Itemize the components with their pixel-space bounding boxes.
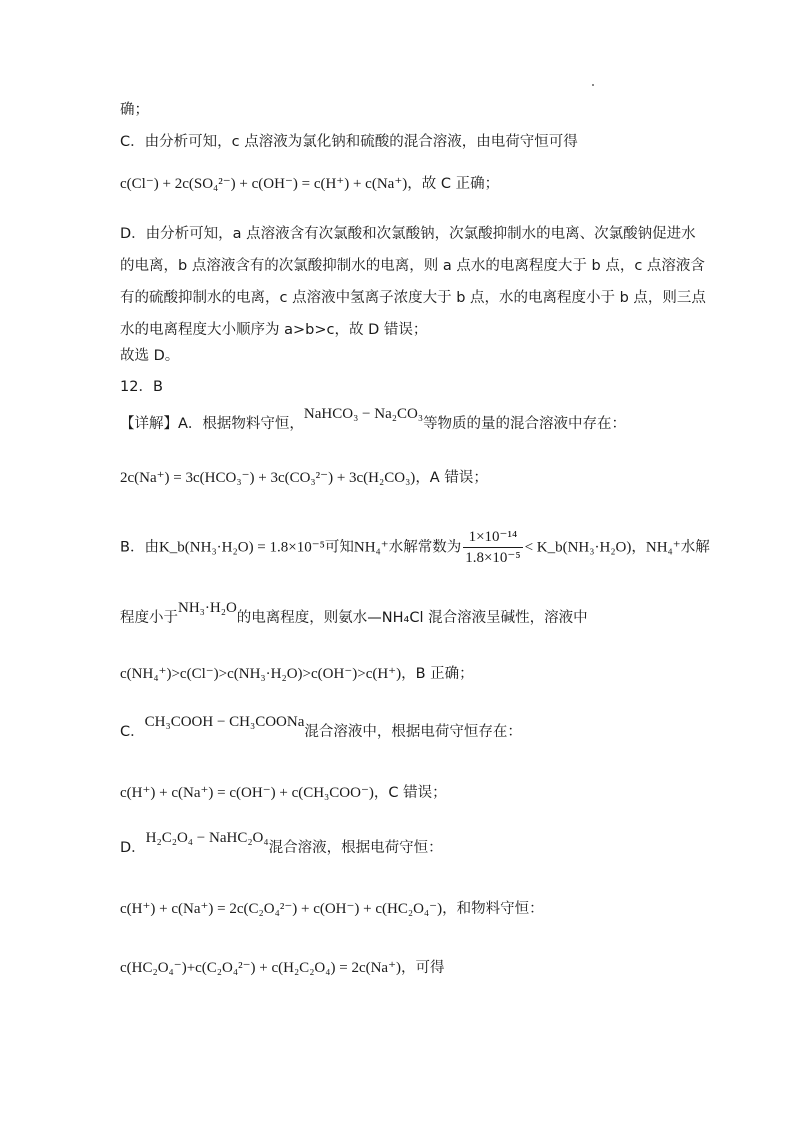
formula-line-d-charge xyxy=(120,899,544,919)
formula: H₂C₂O₄ − NaHC₂O₄ xyxy=(145,830,269,846)
formula: NaHCO₃ − Na₂CO₃ xyxy=(303,406,424,422)
line-text: 水解常数为 xyxy=(388,539,462,556)
formula-line-b-order xyxy=(120,664,474,684)
text-line-1 xyxy=(120,100,149,120)
formula: c(HC₂O₄⁻)+c(C₂O₄²⁻) + c(H₂C₂O₄) = 2c(Na⁺) xyxy=(120,960,401,976)
formula: 2c(Na⁺) = 3c(HCO₃⁻) + 3c(CO₃²⁻) + 3c(H₂CO₃) xyxy=(120,470,416,486)
line-suffix: ，B 正确； xyxy=(401,666,474,682)
formula: NH₄⁺ xyxy=(353,539,389,556)
fraction-numerator: 1×10⁻¹⁴ xyxy=(463,527,522,548)
formula-line-b xyxy=(120,527,710,568)
formula-line-b-cont xyxy=(120,600,588,628)
text-line-4 xyxy=(120,224,696,244)
line-suffix: 等物质的量的混合溶液中存在： xyxy=(423,416,627,432)
line-text: 水的电离程度大小顺序为 a>b>c，故 D 错误； xyxy=(120,322,428,338)
text-line-2 xyxy=(120,132,578,152)
formula: CH₃COOH − CH₃COONa xyxy=(144,714,305,730)
formula: c(Cl⁻) + 2c(SO₄²⁻) + c(OH⁻) = c(H⁺) + c(Na⁺) xyxy=(120,176,408,192)
text-line-5 xyxy=(120,256,705,276)
formula: < K_b(NH₃·H₂O) xyxy=(524,539,632,556)
line-prefix: D． xyxy=(120,840,146,856)
line-prefix: C． xyxy=(120,724,145,740)
formula: K_b(NH₃·H₂O) = 1.8×10⁻⁵ xyxy=(158,539,325,556)
line-text: 有的硫酸抑制水的电离，c 点溶液中氢离子浓度大于 b 点，水的电离程度小于 b 点，则三点 xyxy=(120,290,706,306)
line-suffix: 混合溶液，根据电荷守恒： xyxy=(268,840,443,856)
formula-line-c-intro xyxy=(120,714,522,742)
formula-line-c xyxy=(120,783,447,803)
line-suffix: ，C 错误； xyxy=(373,785,447,801)
formula: NH₃·H₂O xyxy=(178,600,237,616)
formula-line-material-balance-intro xyxy=(120,406,627,434)
line-text: C．由分析可知，c 点溶液为氯化钠和硫酸的混合溶液，由电荷守恒可得 xyxy=(120,134,578,150)
line-suffix: ，A 错误； xyxy=(415,470,488,486)
line-text: 12．B xyxy=(120,379,163,395)
line-text: D．由分析可知，a 点溶液含有次氯酸和次氯酸钠，次氯酸抑制水的电离、次氯酸钠促进水 xyxy=(120,226,696,242)
line-suffix: 混合溶液中，根据电荷守恒存在： xyxy=(304,724,522,740)
line-suffix: ，故 C 正确； xyxy=(407,176,500,192)
line-suffix: 的电离程度，则氨水—NH₄Cl 混合溶液呈碱性，溶液中 xyxy=(236,610,588,626)
formula: NH₄⁺ xyxy=(645,539,681,556)
formula-line-d-material xyxy=(120,958,445,978)
line-text: 故选 D。 xyxy=(120,348,180,364)
formula-line-d-intro xyxy=(120,830,443,858)
page-mark xyxy=(592,84,594,86)
line-text: 确； xyxy=(120,102,149,118)
text-line-8 xyxy=(120,346,179,366)
text-line-6 xyxy=(120,288,706,308)
line-text: 的电离，b 点溶液含有的次氯酸抑制水的电离，则 a 点水的电离程度大于 b 点，c 点溶液含 xyxy=(120,258,705,274)
formula-line-charge-balance-c xyxy=(120,174,499,194)
text-line-7 xyxy=(120,320,427,340)
formula: c(H⁺) + c(Na⁺) = c(OH⁻) + c(CH₃COO⁻) xyxy=(120,785,374,801)
fraction-denominator: 1.8×10⁻⁵ xyxy=(465,550,521,566)
formula: c(NH₄⁺)>c(Cl⁻)>c(NH₃·H₂O)>c(OH⁻)>c(H⁺) xyxy=(120,666,402,682)
line-prefix: 程度小于 xyxy=(120,610,178,626)
formula: c(H⁺) + c(Na⁺) = 2c(C₂O₄²⁻) + c(OH⁻) + c(HC₂O₄⁻) xyxy=(120,901,443,917)
line-prefix: B．由 xyxy=(120,539,159,556)
line-text: 可知 xyxy=(324,539,354,556)
fraction xyxy=(463,527,522,568)
question-number xyxy=(120,377,163,397)
line-suffix: ，可得 xyxy=(401,960,445,976)
line-prefix: 【详解】A．根据物料守恒， xyxy=(120,416,304,432)
line-suffix: 水解 xyxy=(680,539,710,556)
formula-line-a xyxy=(120,468,488,488)
line-text: ， xyxy=(631,539,646,556)
line-suffix: ，和物料守恒： xyxy=(442,901,544,917)
